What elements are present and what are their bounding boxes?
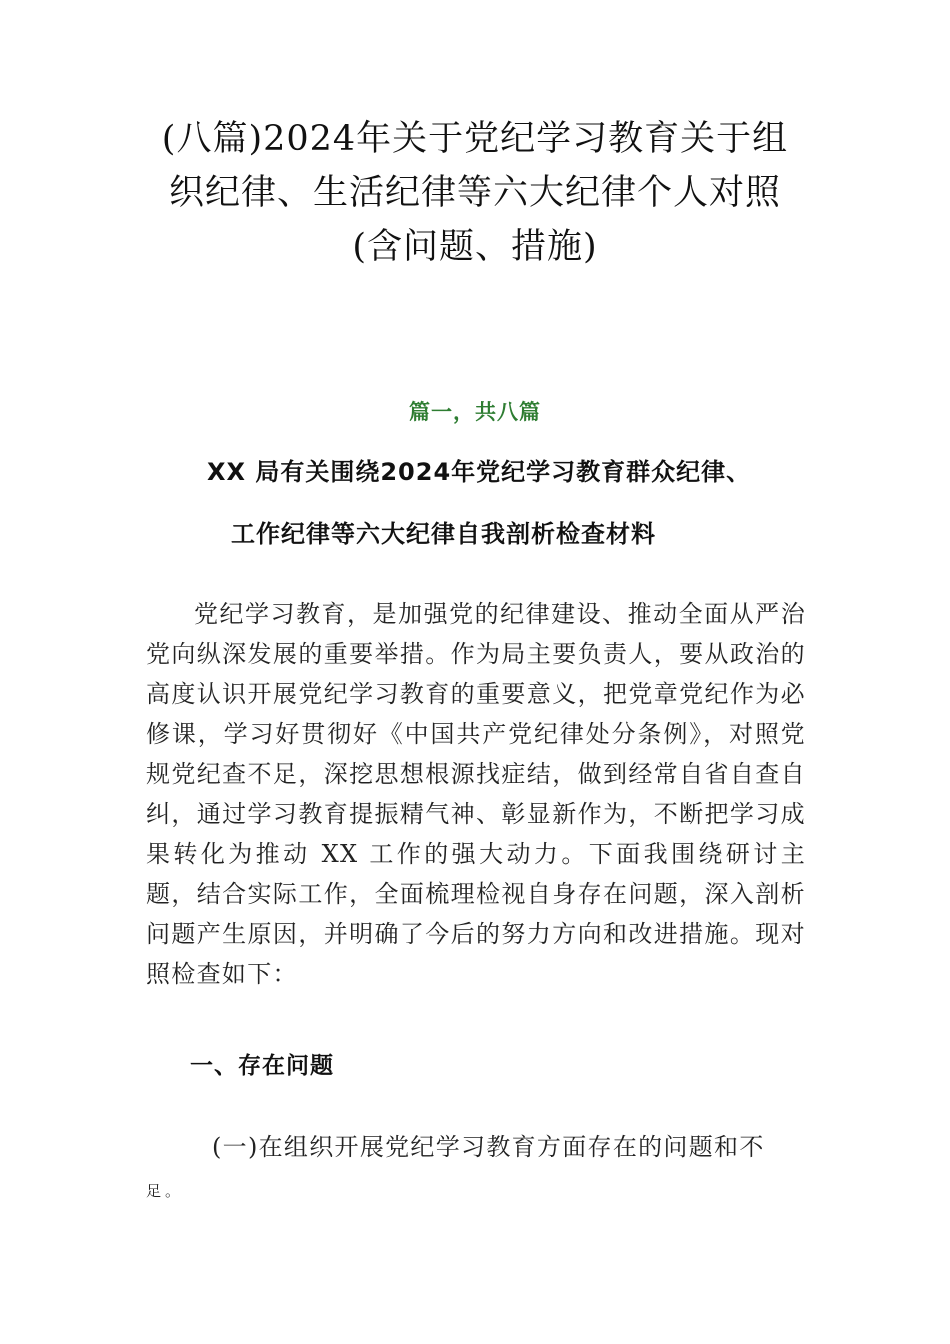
- part-label: 篇一，共八篇: [409, 399, 541, 424]
- document-title: [140, 112, 810, 274]
- document-title-line-3: (含问题、措施): [352, 227, 598, 267]
- subsection-heading-tail: 足。: [146, 1182, 185, 1200]
- intro-paragraph: 党纪学习教育，是加强党的纪律建设、推动全面从严治党向纵深发展的重要举措。作为局主要负责人，要从政治的高度认识开展党纪学习教育的重要意义，把党章党纪作为必修课，学习好贯彻好《中国共产党纪律处分条例》，对照党规党纪查不足，深挖思想根源找症结，做到经常自省自查自纠，通过学习教育提振精气神、彰显新作为，不断把学习成果转化为推动 XX 工作的强大动力。下面我围绕研讨主题，结合实际工作，全面梳理检视自身存在问题，深入剖析问题产生原因，并明确了今后的努力方向和改进措施。现对照检查如下：: [146, 600, 806, 988]
- document-title-line-1: (八篇)2024年关于党纪学习教育关于组: [161, 119, 789, 159]
- article-title-line-1: XX 局有关围绕2024年党纪学习教育群众纪律、: [207, 458, 752, 486]
- document-title-line-2: 织纪律、生活纪律等六大纪律个人对照: [168, 173, 781, 213]
- article-title-line-2: 工作纪律等六大纪律自我剖析检查材料: [231, 520, 656, 548]
- subsection-heading: (一)在组织开展党纪学习教育方面存在的问题和不: [212, 1133, 765, 1161]
- section-heading: 一、存在问题: [190, 1053, 334, 1079]
